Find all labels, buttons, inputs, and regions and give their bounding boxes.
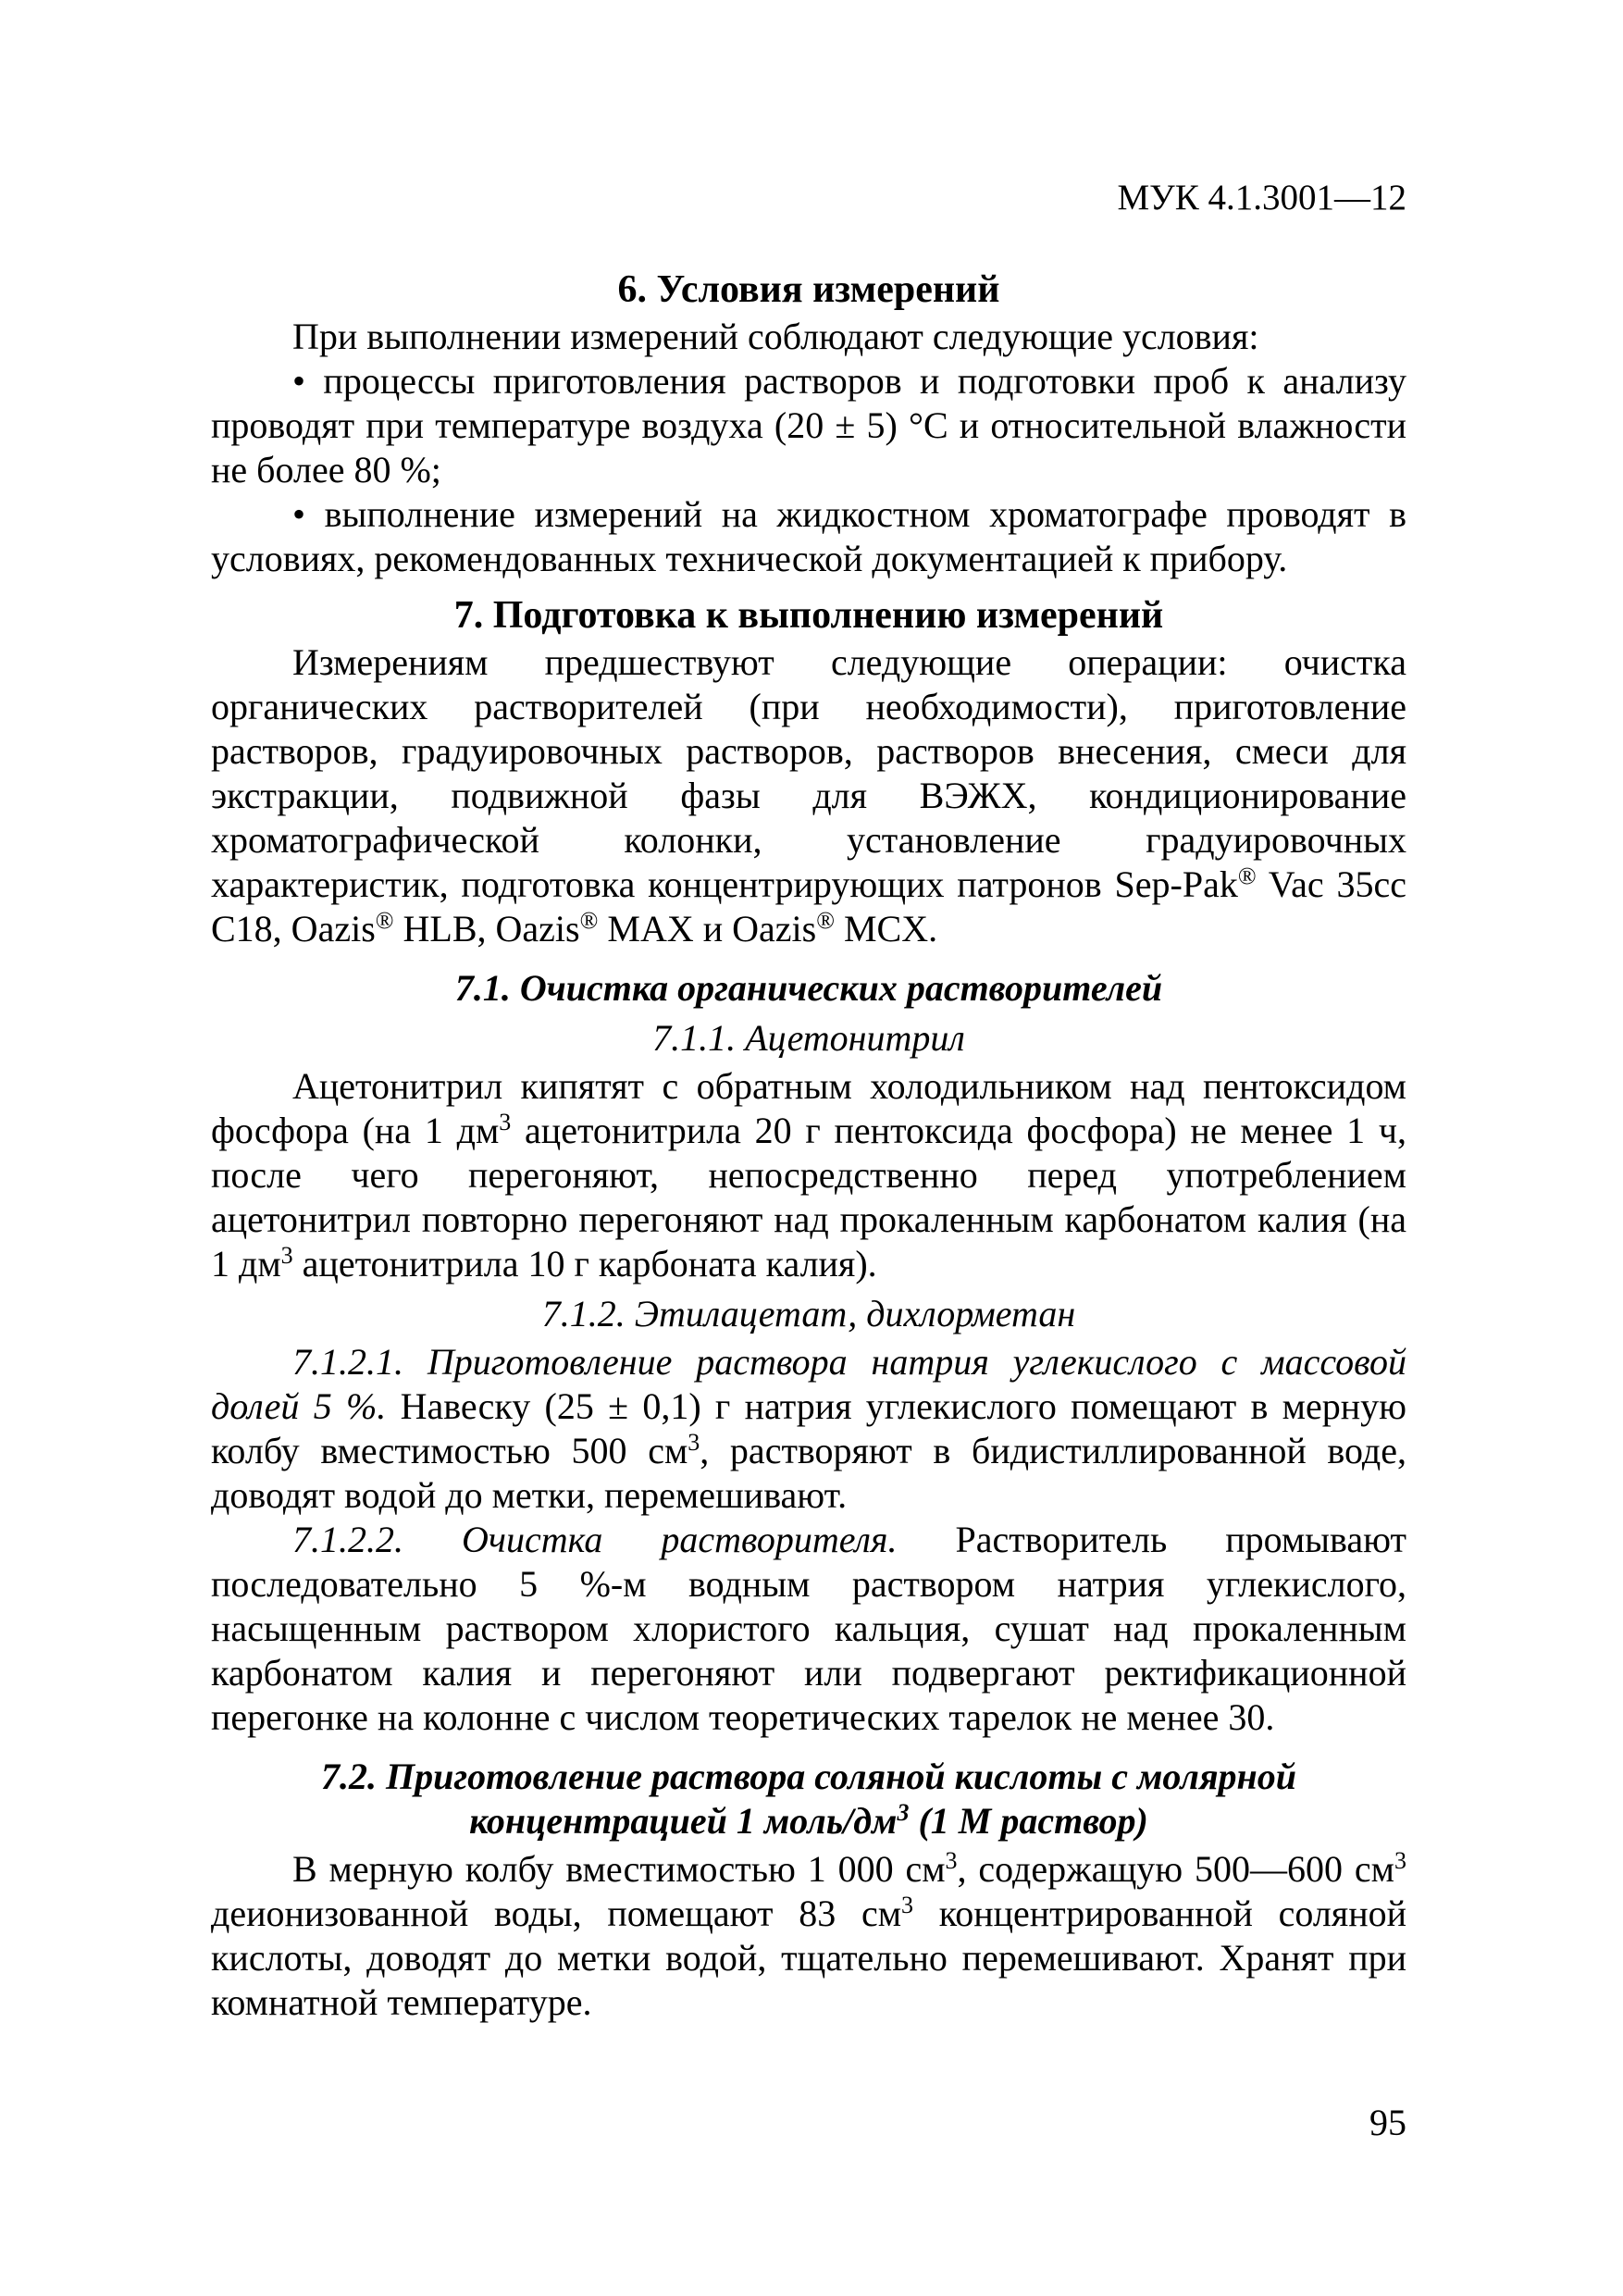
section-6-bullet-2: • выполнение измерений на жидкостном хроматографе проводят в условиях, рекомендованных технической документацией к прибору. — [211, 493, 1406, 579]
section-7-2-paragraph: В мерную колбу вместимостью 1 000 $см^3$, содержащую 500—600 $см^3$ деионизованной воды, помещают 83 $см^3$ концентрированной соляной кислоты, доводят до метки водой, тщательно перемешивают. Хранят при комнатной температуре. — [211, 1847, 1407, 2023]
section-7-1-1-title: 7.1.1. Ацетонитрил — [652, 1017, 965, 1059]
section-7-1-title: 7.1. Очистка органических растворителей — [454, 967, 1163, 1009]
section-6-bullet-1: • процессы приготовления растворов и подготовки проб к анализу проводят при температуре воздуха (20 ± 5) °С и относительной влажности не более 80 %; — [211, 360, 1406, 490]
section-7-1-2-2-paragraph: 7.1.2.2. Очистка растворителя. Растворитель промывают последовательно 5 %-м водным раствором натрия углекислого, насыщенным раствором хлористого кальция, сушат над прокаленным карбонатом калия и перегоняют или подвергают ректификационной перегонке на колонне с числом теоретических тарелок не менее 30. — [211, 1519, 1406, 1738]
section-6-title: 6. Условия измерений — [617, 268, 1000, 311]
section-7-1-1-paragraph: Ацетонитрил кипятят с обратным холодильником над пентоксидом фосфора (на 1 $дм^3$ ацетонитрила 20 г пентоксида фосфора) не менее 1 ч, после чего перегоняют, непосредственно перед употреблением ацетонитрил повторно перегоняют над прокаленным карбонатом калия (на 1 $дм^3$ ацетонитрила 10 г карбоната калия). — [211, 1065, 1406, 1285]
section-7-1-2-1-paragraph: 7.1.2.1. Приготовление раствора натрия углекислого с массовой долей 5 %. Навеску (25 ± 0,1) г натрия углекислого помещают в мерную колбу вместимостью 500 $см^3$, растворяют в бидистиллированной воде, доводят водой до метки, перемешивают. — [211, 1341, 1407, 1516]
page-number: 95 — [1369, 2102, 1406, 2143]
document-code-header: МУК 4.1.3001—12 — [1117, 178, 1406, 217]
section-7-title: 7. Подготовка к выполнению измерений — [453, 594, 1164, 637]
section-7-paragraph: Измерениям предшествуют следующие операции: очистка органических растворителей (при необходимости), приготовление растворов, градуировочных растворов, растворов внесения, смеси для экстракции, подвижной фазы для ВЭЖХ, кондиционирование хроматографической колонки, установление градуировочных характеристик, подготовка концентрирующих патронов Sep-Pak® Vac 35cc C18, Oazis® HLB, Oazis® MAX и Oazis® MCX. — [211, 641, 1407, 949]
section-7-1-2-title: 7.1.2. Этилацетат, дихлорметан — [541, 1293, 1076, 1334]
section-7-2-title: 7.2. Приготовление раствора соляной кислоты с молярной концентрацией 1 моль/$дм^3$ (1 М раствор) — [320, 1756, 1297, 1842]
section-6-intro: При выполнении измерений соблюдают следующие условия: — [292, 316, 1259, 357]
